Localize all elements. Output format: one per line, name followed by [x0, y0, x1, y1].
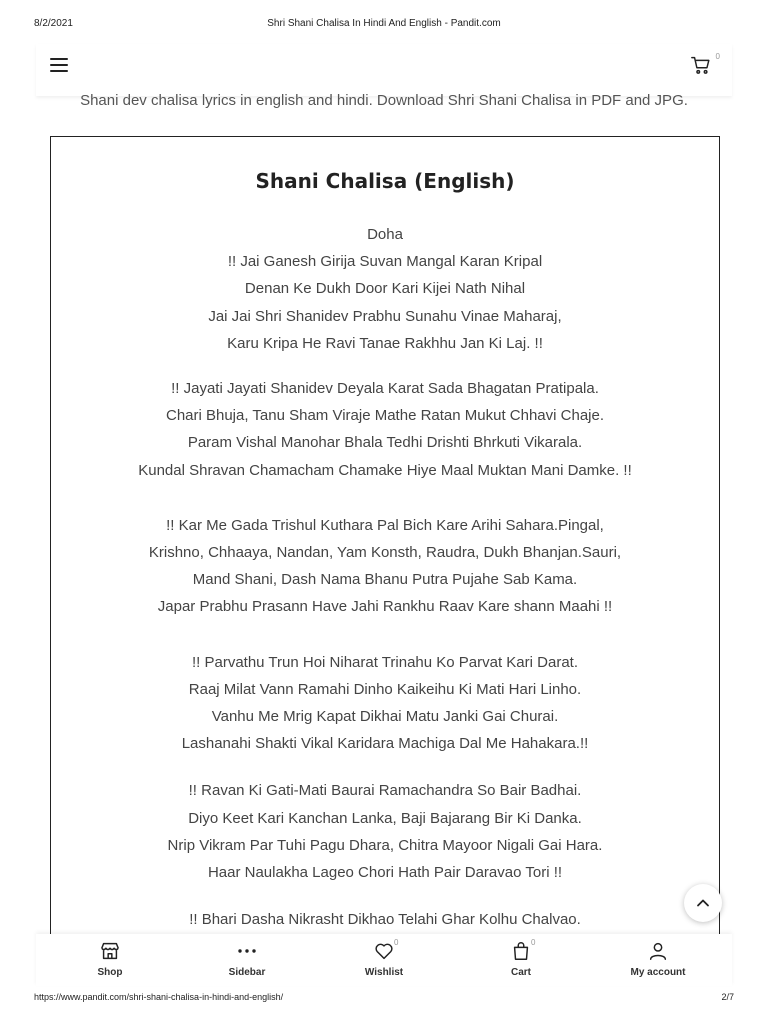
nav-sidebar[interactable]: [187, 940, 307, 978]
verse-line: Raaj Milat Vann Ramahi Dinho Kaikeihu Ki Mati Hari Linho.: [188, 680, 582, 698]
verse-line: !! Jayati Jayati Shanidev Deyala Karat Sada Bhagatan Pratipala.: [171, 380, 599, 398]
nav-wishlist[interactable]: [324, 940, 444, 978]
verse-line: !! Jai Ganesh Girija Suvan Mangal Karan Kripal: [227, 253, 543, 271]
bottom-nav: [36, 934, 732, 986]
nav-label: Cart: [510, 967, 531, 978]
verse-line: Karu Kripa He Ravi Tanae Rakhhu Jan Ki Laj. !!: [227, 334, 543, 352]
hamburger-icon[interactable]: [50, 58, 68, 74]
verse-line: Mand Shani, Dash Nama Bhanu Putra Pujahe Sab Kama.: [192, 571, 578, 589]
store-icon: [99, 940, 121, 962]
verse-line: !! Bhari Dasha Nikrasht Dikhao Telahi Ghar Kolhu Chalvao.: [189, 911, 581, 929]
verse-line: Kundal Shravan Chamacham Chamake Hiye Maal Muktan Mani Damke. !!: [138, 461, 632, 479]
stanza: [51, 777, 719, 886]
site-header: [36, 44, 732, 96]
stanza: [51, 512, 719, 621]
wishlist-count-badge: 0: [394, 938, 399, 947]
verse-line: Krishno, Chhaaya, Nandan, Yam Konsth, Raudra, Dukh Bhanjan.Sauri,: [148, 544, 622, 562]
scroll-to-top-button[interactable]: [684, 884, 722, 922]
stanza: [51, 221, 719, 357]
chalisa-content-box: [50, 136, 720, 957]
stanza: [51, 906, 719, 933]
chevron-up-icon: [695, 895, 711, 911]
verse-line: Denan Ke Dukh Door Kari Kijei Nath Nihal: [244, 280, 526, 298]
page-subtitle: Shani dev chalisa lyrics in english and hindi. Download Shri Shani Chalisa in PDF and JPG.: [80, 92, 688, 109]
verse-line: Diyo Keet Kari Kanchan Lanka, Baji Bajarang Bir Ki Danka.: [188, 809, 582, 827]
nav-label: My account: [630, 967, 686, 978]
nav-shop[interactable]: [50, 940, 170, 978]
print-page-number: 2/7: [721, 992, 734, 1002]
nav-label: Shop: [97, 967, 123, 978]
nav-cart[interactable]: [461, 940, 581, 978]
verse-line: !! Kar Me Gada Trishul Kuthara Pal Bich Kare Arihi Sahara.Pingal,: [166, 516, 604, 534]
nav-my-account[interactable]: [598, 940, 718, 978]
heart-icon: [373, 940, 395, 962]
verse-line: Nrip Vikram Par Tuhi Pagu Dhara, Chitra Mayoor Nigali Gai Hara.: [167, 836, 603, 854]
verse-line: Vanhu Me Mrig Kapat Dikhai Matu Janki Gai Churai.: [211, 708, 559, 726]
nav-label: Wishlist: [364, 967, 404, 978]
verse-line: Lashanahi Shakti Vikal Karidara Machiga Dal Me Hahakara.!!: [181, 735, 589, 753]
more-dots-icon: [235, 940, 259, 962]
verse-line: Jai Jai Shri Shanidev Prabhu Sunahu Vinae Maharaj,: [208, 307, 562, 325]
verse-line: Doha: [367, 226, 403, 243]
nav-label: Sidebar: [228, 967, 266, 978]
cart-nav-count-badge: 0: [531, 938, 536, 947]
user-icon: [647, 940, 669, 962]
print-date: 8/2/2021: [34, 18, 73, 29]
print-url: https://www.pandit.com/shri-shani-chalisa-in-hindi-and-english/: [34, 992, 284, 1002]
cart-icon: [690, 54, 712, 76]
content-heading: Shani Chalisa (English): [255, 169, 515, 193]
header-cart-button[interactable]: [690, 52, 720, 80]
stanza: [51, 649, 719, 758]
verse-line: !! Ravan Ki Gati-Mati Baurai Ramachandra So Bair Badhai.: [188, 782, 582, 800]
verse-line: Param Vishal Manohar Bhala Tedhi Drishti Bhrkuti Vikarala.: [187, 434, 583, 452]
cart-count-badge: 0: [715, 52, 720, 61]
verse-line: Chari Bhuja, Tanu Sham Viraje Mathe Ratan Mukut Chhavi Chaje.: [165, 407, 605, 425]
shopping-bag-icon: [510, 940, 532, 962]
verse-line: Haar Naulakha Lageo Chori Hath Pair Daravao Tori !!: [207, 864, 563, 882]
verse-line: Japar Prabhu Prasann Have Jahi Rankhu Raav Kare shann Maahi !!: [157, 598, 613, 616]
print-title: Shri Shani Chalisa In Hindi And English - Pandit.com: [267, 18, 501, 29]
verse-line: !! Parvathu Trun Hoi Niharat Trinahu Ko Parvat Kari Darat.: [191, 653, 578, 671]
verses: [51, 221, 719, 953]
stanza: [51, 375, 719, 484]
